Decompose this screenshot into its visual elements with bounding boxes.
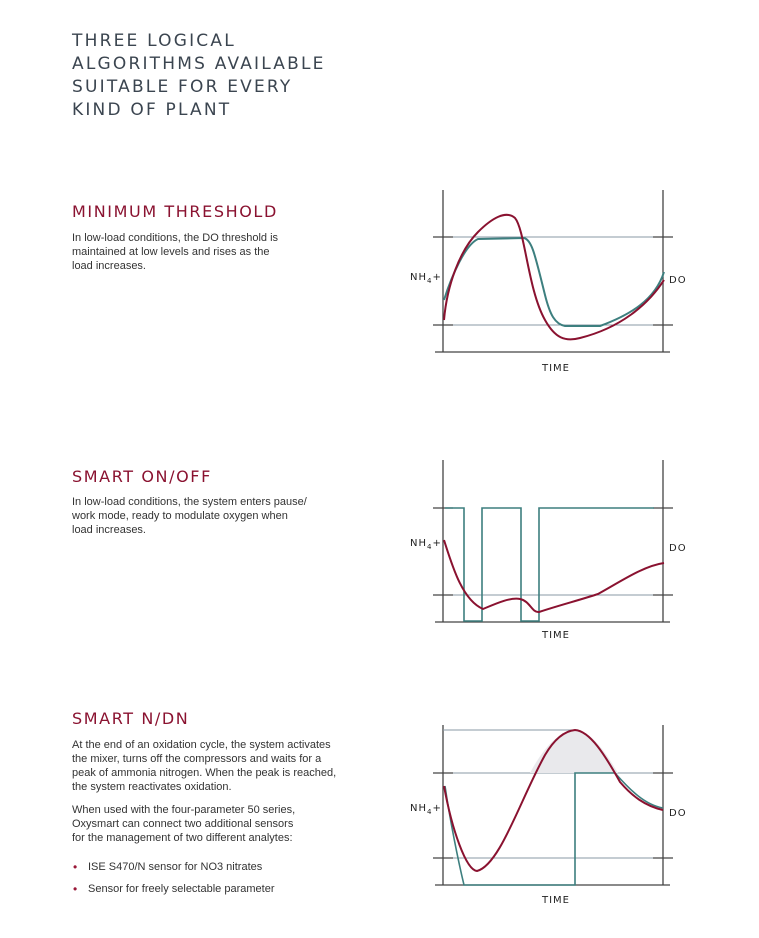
description-line: for the management of two different analytes: [72,832,293,844]
section-description [72,495,307,537]
bullet-icon: • [73,860,78,874]
description-line: When used with the four-parameter 50 series, [72,804,296,816]
list-item [72,860,274,882]
title-line: SUITABLE FOR EVERY [72,77,293,97]
minimum-threshold-chart [400,188,700,378]
bullet-icon: • [73,882,78,896]
analyte-list [72,860,274,904]
y-left-label: $NH_4+$ [410,272,442,285]
peak-area [530,730,618,773]
y-left-label: $NH_4+$ [410,803,442,816]
page-title [72,30,326,122]
x-axis-label: TIME [541,363,571,374]
description-line: In low-load conditions, the system enters pause/ [72,496,307,508]
ammonia-curve [444,215,664,340]
list-item [72,882,274,904]
section-description-secondary [72,803,295,845]
section-heading-minimum-threshold: MINIMUM THRESHOLD [72,202,278,221]
do-curve [445,773,663,885]
section-description [72,738,336,794]
title-line: ALGORITHMS AVAILABLE [72,54,326,74]
list-item-text: Sensor for freely selectable parameter [88,883,275,895]
do-curve [444,238,664,326]
description-line: load increases. [72,524,146,536]
smart-on-off-chart [400,456,700,646]
section-heading-smart-n-dn: SMART N/DN [72,709,190,728]
description-line: load increases. [72,260,146,272]
title-line: THREE LOGICAL [72,31,236,51]
description-line: work mode, ready to modulate oxygen when [72,510,288,522]
y-right-label: DO [669,275,687,286]
section-description [72,231,278,273]
list-item-text: ISE S470/N sensor for NO3 nitrates [88,861,263,873]
description-line: the mixer, turns off the compressors and waits for a [72,753,322,765]
ammonia-curve [444,540,664,612]
description-line: the system reactivates oxidation. [72,781,232,793]
x-axis-label: TIME [541,895,571,906]
y-right-label: DO [669,543,687,554]
y-right-label: DO [669,808,687,819]
y-left-label: $NH_4+$ [410,538,442,551]
description-line: Oxysmart can connect two additional sensors [72,818,294,830]
description-line: At the end of an oxidation cycle, the system activates [72,739,331,751]
x-axis-label: TIME [541,630,571,641]
title-line: KIND OF PLANT [72,100,232,120]
description-line: In low-load conditions, the DO threshold is [72,232,279,244]
smart-n-dn-chart [400,722,700,912]
description-line: peak of ammonia nitrogen. When the peak is reached, [72,767,337,779]
description-line: maintained at low levels and rises as the [72,246,270,258]
section-heading-smart-on-off: SMART ON/OFF [72,467,212,486]
